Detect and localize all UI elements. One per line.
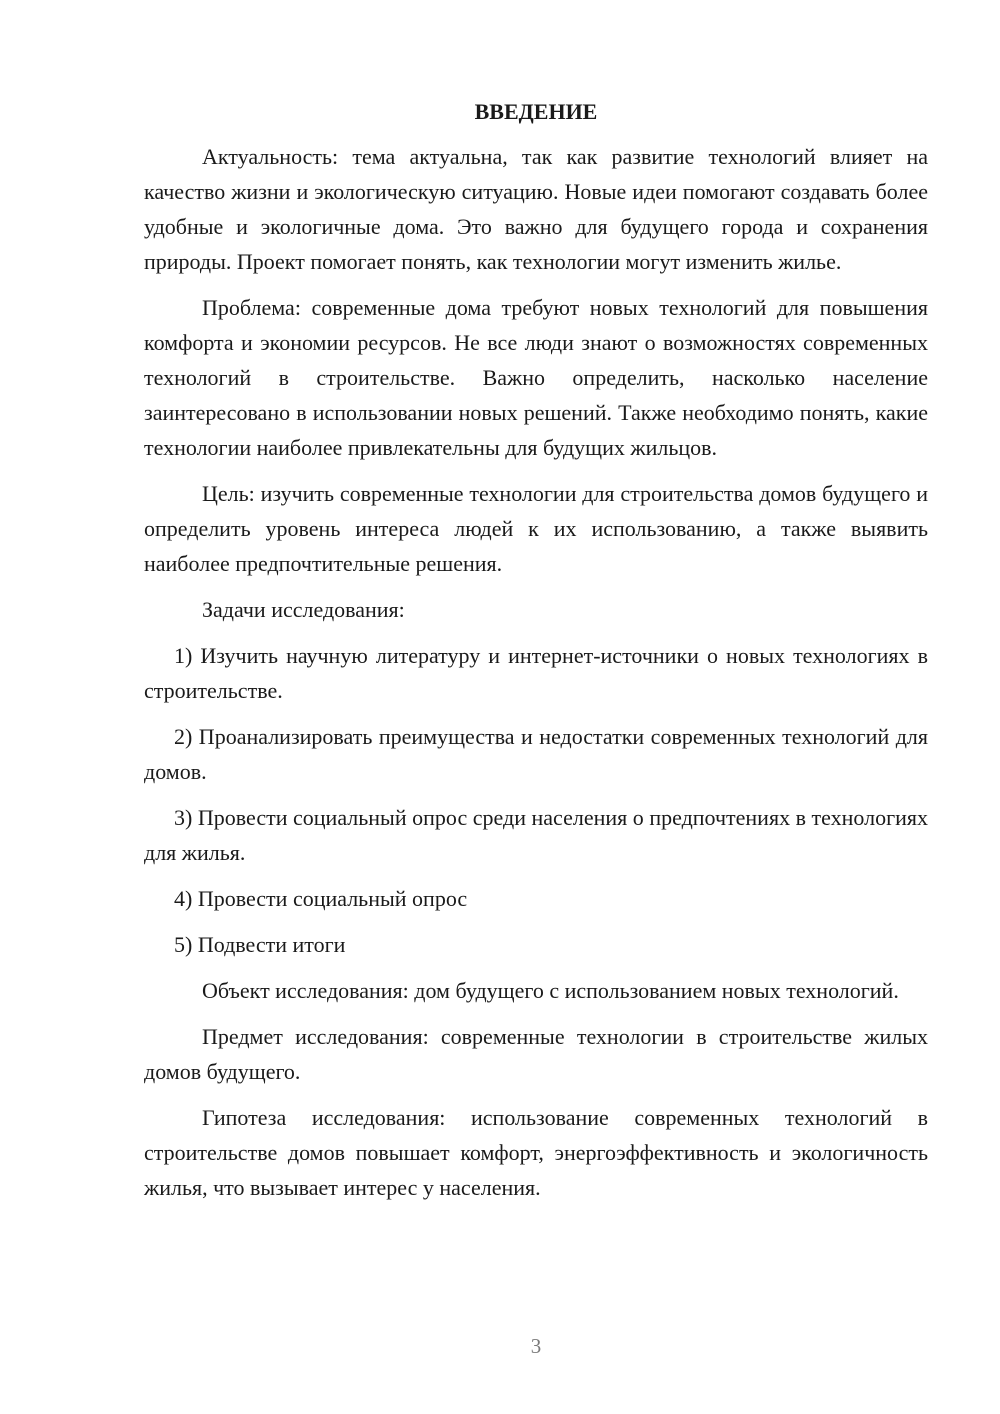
subject-paragraph: Предмет исследования: современные технологии в строительстве жилых домов будущего. [144,1024,928,1084]
tasks-heading: Задачи исследования: [202,597,405,622]
section-title: ВВЕДЕНИЕ [474,99,598,124]
task-item-1: 1) Изучить научную литературу и интернет-источники о новых технологиях в строительстве. [144,643,928,703]
object-paragraph: Объект исследования: дом будущего с использованием новых технологий. [202,978,899,1003]
page-content [144,94,928,1216]
relevance-paragraph: Актуальность: тема актуальна, так как развитие технологий влияет на качество жизни и экологическую ситуацию. Новые идеи помогают создавать более удобные и экологичные дома. Это важно для будущего города и сохранения природы. Проект помогает понять, как технологии могут изменить жилье. [144,144,928,274]
goal-paragraph: Цель: изучить современные технологии для строительства домов будущего и определить уровень интереса людей к их использованию, а также выявить наиболее предпочтительные решения. [144,481,928,576]
task-item-5: 5) Подвести итоги [174,932,346,957]
problem-paragraph: Проблема: современные дома требуют новых технологий для повышения комфорта и экономии ресурсов. Не все люди знают о возможностях современных технологий в строительстве. Важно определить, насколько население заинтересовано в использовании новых решений. Также необходимо понять, какие технологии наиболее привлекательны для будущих жильцов. [144,295,928,460]
task-item-4: 4) Провести социальный опрос [174,886,468,911]
task-item-3: 3) Провести социальный опрос среди населения о предпочтениях в технологиях для жилья. [144,805,928,865]
task-item-2: 2) Проанализировать преимущества и недостатки современных технологий для домов. [144,724,928,784]
page-number: 3 [530,1334,542,1358]
hypothesis-paragraph: Гипотеза исследования: использование современных технологий в строительстве домов повышает комфорт, энергоэффективность и экологичность жилья, что вызывает интерес у населения. [144,1105,928,1200]
